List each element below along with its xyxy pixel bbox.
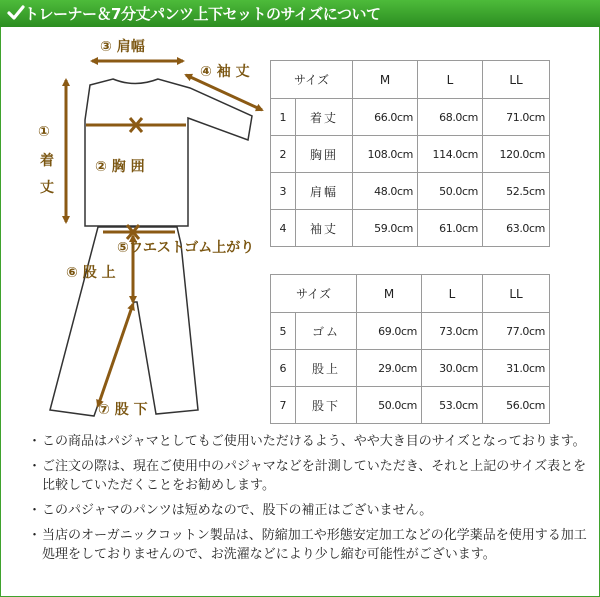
row-index: 4	[271, 210, 296, 247]
note-text: 当店のオーガニックコットン製品は、防縮加工や形態安定加工などの化学薬品を使用する加工処理をしておりませんので、お洗濯などにより少し縮む可能性がございます。	[42, 528, 587, 562]
note-text: このパジャマのパンツは短めなので、股下の補正はございません。	[42, 503, 433, 518]
cell-l: 53.0cm	[422, 387, 483, 424]
table-header: サイズ	[271, 275, 357, 313]
note-item	[28, 501, 588, 520]
section-header	[0, 0, 600, 27]
cell-m: 50.0cm	[357, 387, 422, 424]
cell-l: 50.0cm	[418, 173, 483, 210]
row-name: 股上	[296, 350, 357, 387]
cell-m: 29.0cm	[357, 350, 422, 387]
cell-l: 68.0cm	[418, 99, 483, 136]
table-row	[271, 173, 550, 210]
note-item	[28, 526, 588, 564]
cell-m: 69.0cm	[357, 313, 422, 350]
cell-l: 30.0cm	[422, 350, 483, 387]
sleeve-label: ④ 袖 丈	[200, 64, 250, 80]
notes-list	[28, 432, 588, 570]
length-label-b: 丈	[40, 180, 54, 196]
table-row	[271, 210, 550, 247]
cell-ll: 120.0cm	[483, 136, 550, 173]
section-title: トレーナー＆7分丈パンツ上下セットのサイズについて	[24, 5, 381, 23]
row-index: 2	[271, 136, 296, 173]
bullet: ・	[28, 434, 42, 449]
row-name: 肩幅	[296, 173, 353, 210]
cell-l: 114.0cm	[418, 136, 483, 173]
garment-diagram	[0, 28, 270, 428]
table-row	[271, 99, 550, 136]
bullet: ・	[28, 503, 42, 518]
table-row	[271, 350, 550, 387]
chest-label: ② 胸 囲	[95, 159, 145, 175]
bullet: ・	[28, 459, 42, 474]
checkmark-icon	[6, 3, 26, 23]
cell-l: 61.0cm	[418, 210, 483, 247]
row-name: 胸囲	[296, 136, 353, 173]
shoulder-label: ③ 肩幅	[100, 39, 145, 55]
cell-ll: 52.5cm	[483, 173, 550, 210]
shirt-outline	[85, 79, 252, 226]
row-index: 3	[271, 173, 296, 210]
table-row	[271, 313, 550, 350]
cell-ll: 31.0cm	[483, 350, 550, 387]
size-table-bottom	[270, 274, 550, 424]
note-text: ご注文の際は、現在ご使用中のパジャマなどを計測していただき、それと上記のサイズ表とを比較していただくことをお勧めします。	[42, 459, 587, 493]
row-name: 袖丈	[296, 210, 353, 247]
row-name: ゴム	[296, 313, 357, 350]
cell-l: 73.0cm	[422, 313, 483, 350]
table-header: L	[422, 275, 483, 313]
rise-label: ⑥ 股 上	[66, 265, 116, 281]
row-index: 5	[271, 313, 296, 350]
note-item	[28, 432, 588, 451]
cell-ll: 56.0cm	[483, 387, 550, 424]
cell-ll: 71.0cm	[483, 99, 550, 136]
table-header: M	[357, 275, 422, 313]
row-index: 7	[271, 387, 296, 424]
table-header-row	[271, 61, 550, 99]
cell-m: 108.0cm	[353, 136, 418, 173]
cell-m: 48.0cm	[353, 173, 418, 210]
length-label-a: 着	[40, 153, 54, 169]
row-name: 着丈	[296, 99, 353, 136]
table-row	[271, 387, 550, 424]
cell-ll: 77.0cm	[483, 313, 550, 350]
row-index: 6	[271, 350, 296, 387]
table-header-row	[271, 275, 550, 313]
cell-m: 66.0cm	[353, 99, 418, 136]
note-text: この商品はパジャマとしてもご使用いただけるよう、やや大き目のサイズとなっております。	[42, 434, 586, 449]
table-header: LL	[483, 275, 550, 313]
length-label-num: ①	[38, 124, 50, 140]
waist-label: ⑤ウエストゴム上がり	[117, 240, 255, 256]
size-table-top	[270, 60, 550, 247]
table-header: M	[353, 61, 418, 99]
cell-ll: 63.0cm	[483, 210, 550, 247]
inseam-label: ⑦ 股 下	[98, 402, 148, 418]
cell-m: 59.0cm	[353, 210, 418, 247]
table-header: サイズ	[271, 61, 353, 99]
bullet: ・	[28, 528, 42, 543]
table-header: L	[418, 61, 483, 99]
table-header: LL	[483, 61, 550, 99]
row-index: 1	[271, 99, 296, 136]
row-name: 股下	[296, 387, 357, 424]
table-row	[271, 136, 550, 173]
note-item	[28, 457, 588, 495]
